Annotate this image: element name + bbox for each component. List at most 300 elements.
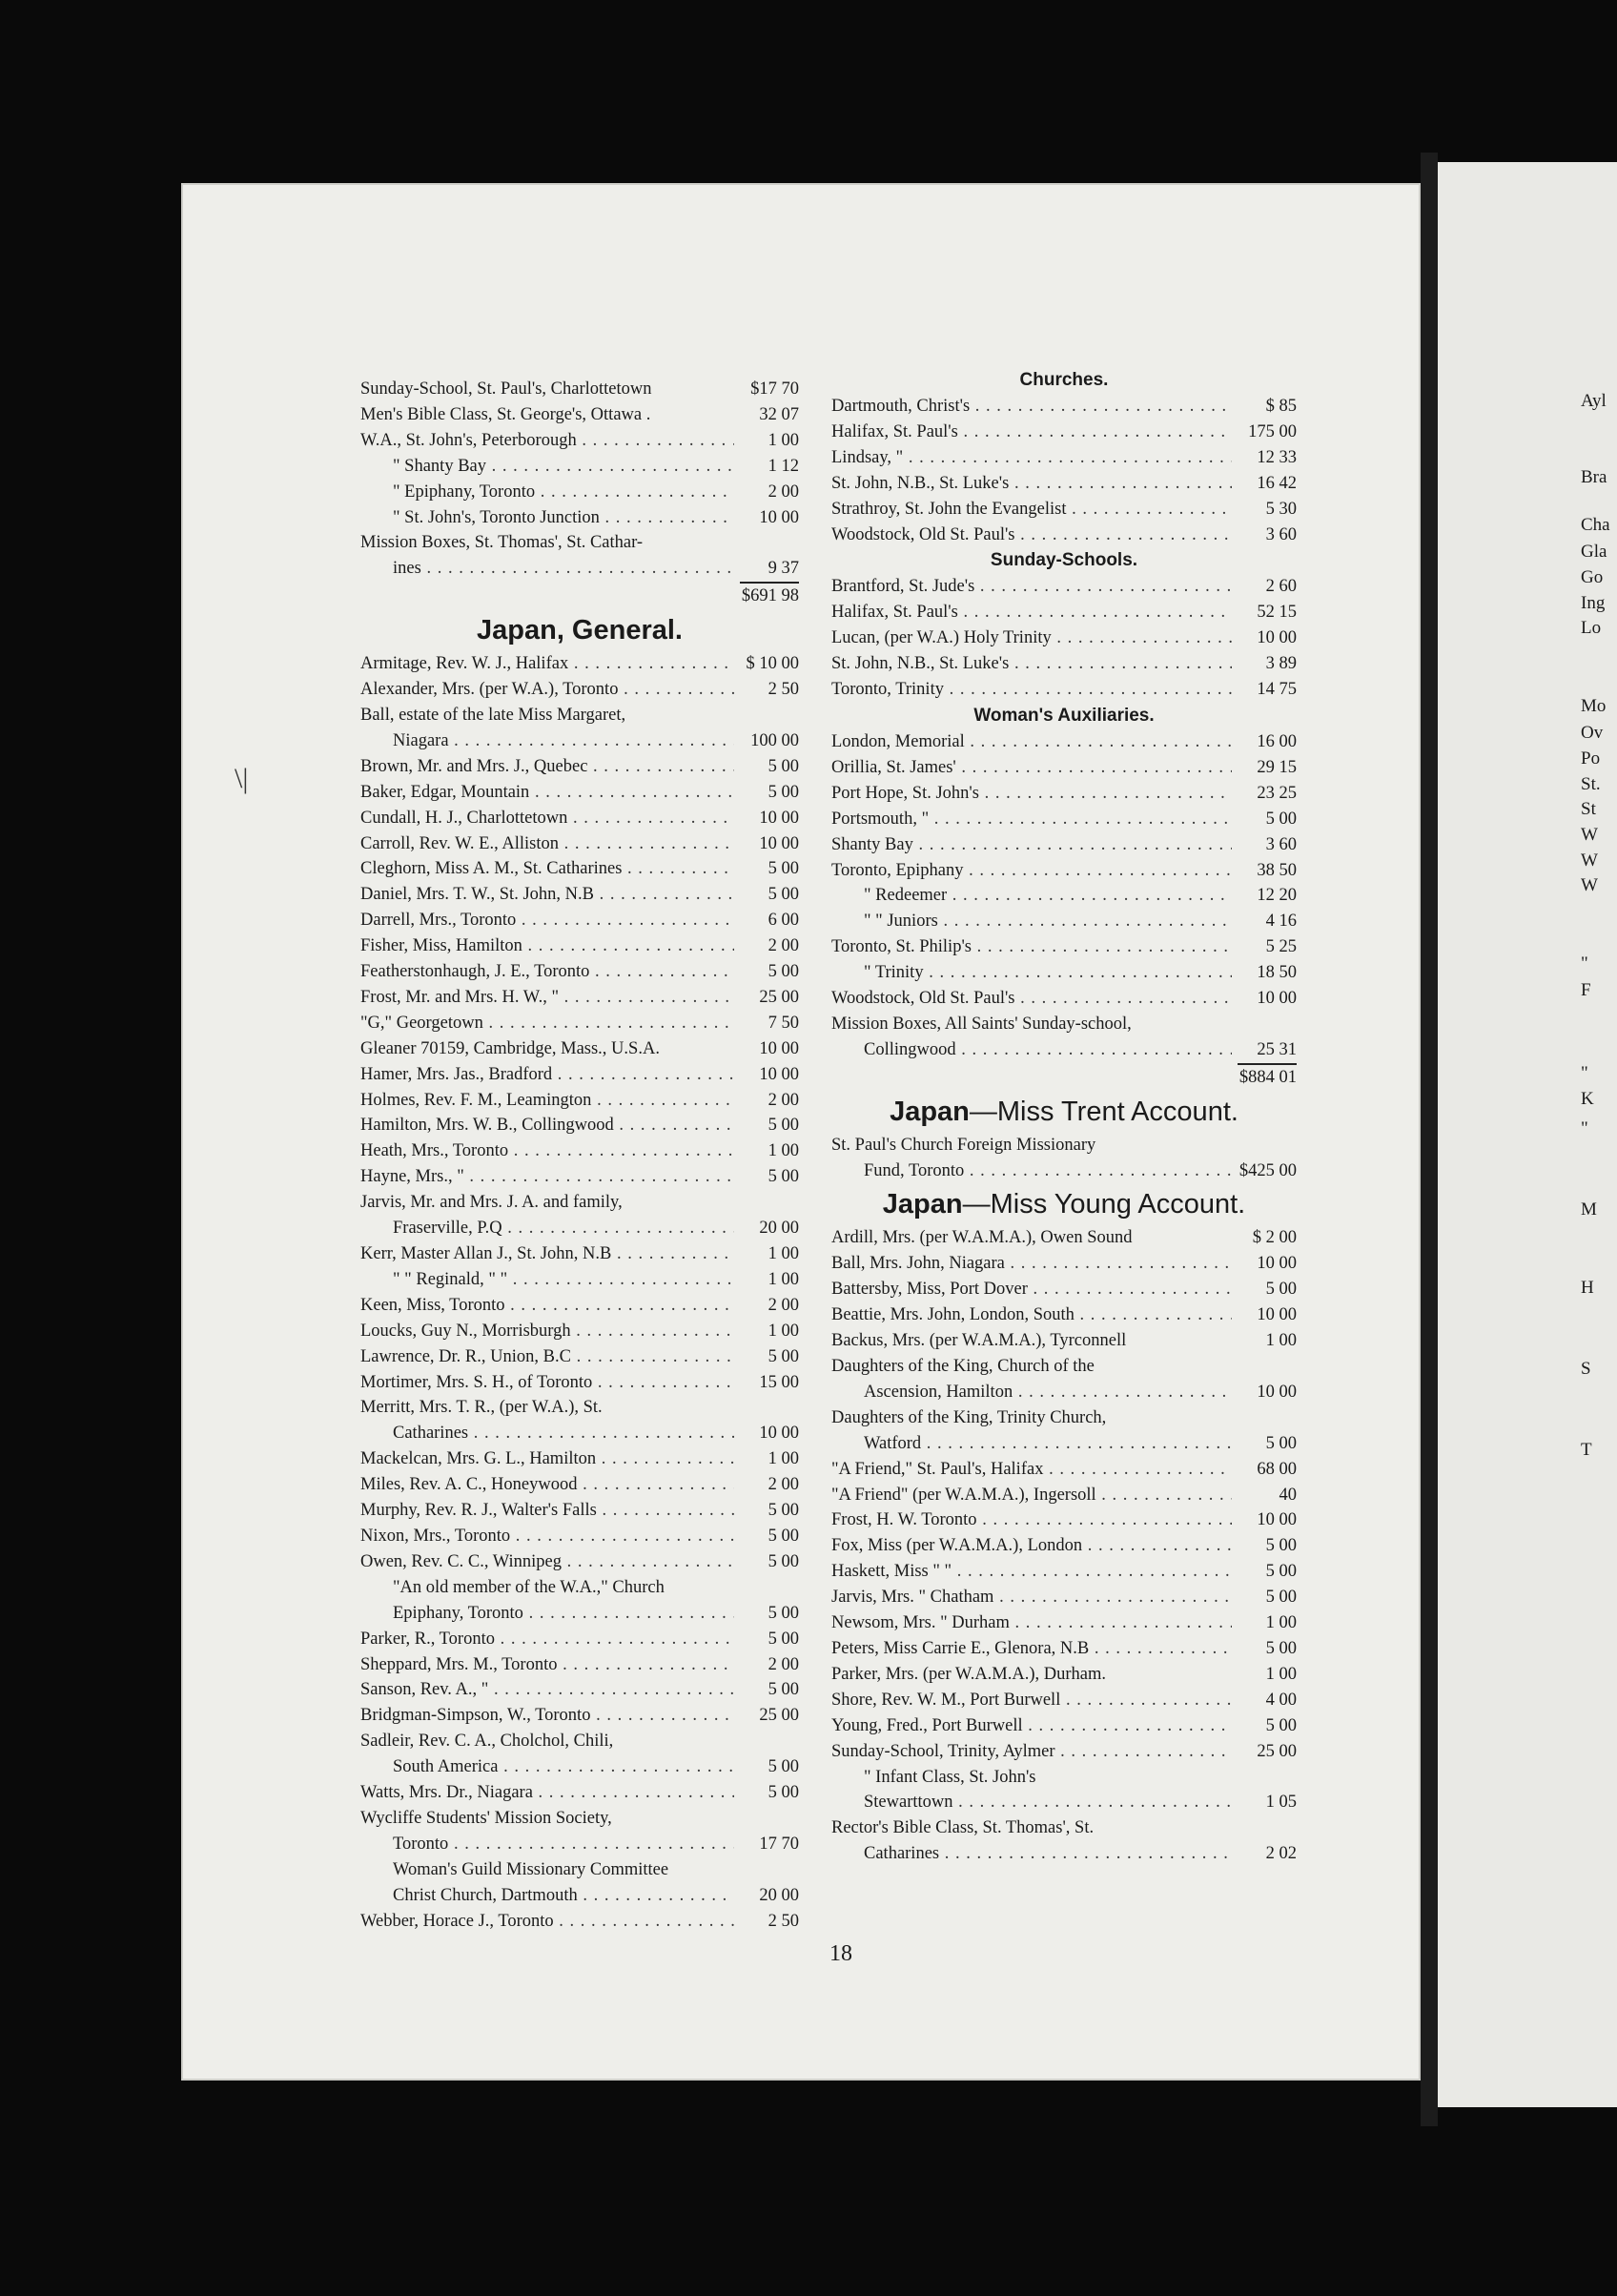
entry-line: Mission Boxes, St. Thomas', St. Cathar- [360,533,644,553]
account-heading-country: Japan [890,1096,970,1127]
entry-name: Ball, Mrs. John, Niagara . . . [831,1251,1232,1277]
ledger-entry [360,556,799,582]
entry-amount: 10 00 [759,833,799,853]
ledger-entry [360,1446,799,1472]
entry-name: Parker, Mrs. (per W.A.M.A.), Durham. [831,1664,1107,1684]
facing-page-fragment: Lo [1581,618,1602,638]
ledger-entry [831,909,1297,934]
entry-name: " Shanty Bay . . . [360,454,734,480]
ledger-entry [831,600,1297,625]
entry-amount: 5 00 [768,1680,799,1700]
entry-amount: 32 07 [759,404,799,424]
entry-line: Rector's Bible Class, St. Thomas', St. [831,1818,1095,1838]
entry-name: Watford . . . [831,1431,1232,1457]
entry-name: Darrell, Mrs., Toronto . . . [360,908,734,933]
ledger-entry [360,806,799,831]
ledger-entry [360,831,799,857]
total-amount: $691 98 [740,582,799,609]
facing-page-fragment: Bra [1581,467,1607,487]
facing-page-fragment: St [1581,799,1596,819]
entry-name: Mortimer, Mrs. S. H., of Toronto . . . [360,1370,734,1396]
ledger-entry [831,1158,1297,1184]
entry-amount: 5 00 [768,782,799,802]
entry-name: Heath, Mrs., Toronto . . . [360,1138,734,1164]
entry-name: Fisher, Miss, Hamilton . . . [360,933,734,959]
entry-amount: 1 00 [768,1269,799,1289]
entry-amount: 1 00 [1265,1664,1297,1684]
ledger-entry [360,1627,799,1652]
entry-name: Port Hope, St. John's . . . [831,781,1232,807]
book-gutter [1421,153,1438,2126]
facing-page-edge [1438,162,1617,2107]
entry-amount: 25 00 [1257,1741,1297,1761]
entry-amount: 52 15 [1257,603,1297,623]
entry-name: Beattie, Mrs. John, London, South . . . [831,1302,1232,1328]
entry-amount: 2 00 [768,1295,799,1315]
entry-amount: 14 75 [1257,680,1297,700]
entry-name: Bridgman-Simpson, W., Toronto . . . [360,1703,734,1729]
ledger-entry [831,677,1297,703]
facing-page-fragment: Go [1581,567,1604,587]
entry-amount: 4 16 [1265,912,1297,932]
ledger-entry [360,1601,799,1627]
ledger-entry [360,1421,799,1446]
entry-amount: 5 00 [1265,1280,1297,1300]
ledger-entry [831,394,1297,420]
entry-name: Miles, Rev. A. C., Honeywood . . . [360,1472,734,1498]
entry-name: Ascension, Hamilton . . . [831,1380,1232,1405]
ledger-entry [360,1344,799,1370]
entry-name: Nixon, Mrs., Toronto . . . [360,1524,734,1549]
entry-name: Newsom, Mrs. " Durham . . . [831,1610,1232,1636]
entry-line: Wycliffe Students' Mission Society, [360,1808,612,1828]
ledger-entry [831,497,1297,523]
entry-amount: 1 00 [1265,1613,1297,1633]
entry-amount: 17 70 [759,1834,799,1854]
facing-page-fragment: Ing [1581,593,1606,613]
ledger-entry [360,985,799,1011]
ledger-entry [360,856,799,882]
entry-amount: 2 00 [768,482,799,502]
entry-amount: $17 70 [750,379,799,399]
entry-amount: 16 42 [1257,473,1297,493]
entry-amount: 10 00 [759,1038,799,1058]
ledger-entry [831,1533,1297,1559]
entry-amount: 5 00 [768,962,799,982]
entry-name: Frost, H. W. Toronto . . . [831,1507,1232,1533]
entry-name: Parker, R., Toronto . . . [360,1627,734,1652]
ledger-entry [831,832,1297,858]
entry-name: South America . . . [360,1754,734,1780]
account-heading-country: Japan [882,1189,963,1220]
ledger-entry [360,728,799,754]
ledger-entry [360,1319,799,1344]
entry-amount: 2 60 [1265,577,1297,597]
entry-amount: $ 2 00 [1252,1228,1297,1248]
ledger-entry [360,780,799,806]
entry-amount: 40 [1279,1485,1297,1505]
entry-name: Stewarttown . . . [831,1790,1232,1815]
entry-amount: 1 00 [768,1141,799,1161]
entry-name: Carroll, Rev. W. E., Alliston . . . [360,831,734,857]
entry-name: Sanson, Rev. A., " . . . [360,1677,734,1703]
entry-amount: 5 00 [768,1116,799,1136]
facing-page-fragment: T [1581,1440,1592,1460]
ledger-entry [831,1483,1297,1508]
entry-name: Hayne, Mrs., " . . . [360,1164,734,1190]
ledger-entry [360,1754,799,1780]
ledger-entry [360,1164,799,1190]
facing-page-fragment: W [1581,875,1598,895]
entry-amount: 10 00 [1257,1382,1297,1402]
margin-mark: \| [235,763,249,794]
entry-amount: 175 00 [1248,421,1297,441]
entry-name: Shore, Rev. W. M., Port Burwell . . . [831,1688,1232,1713]
facing-page-fragment: Cha [1581,515,1610,535]
ledger-entry [360,1832,799,1857]
ledger-entry [360,1549,799,1575]
entry-name: Hamer, Mrs. Jas., Bradford . . . [360,1062,734,1088]
subsection-heading: Woman's Auxiliaries. [973,705,1155,726]
entry-name: Baker, Edgar, Mountain . . . [360,780,734,806]
entry-name: Brown, Mr. and Mrs. J., Quebec . . . [360,754,734,780]
entry-amount: 2 00 [768,1475,799,1495]
account-heading [831,1091,1297,1133]
entry-name: Niagara . . . [360,728,734,754]
entry-amount: 5 00 [1265,809,1297,829]
entry-name: " Trinity . . . [831,960,1232,986]
entry-name: Strathroy, St. John the Evangelist . . . [831,497,1232,523]
ledger-entry [360,1524,799,1549]
entry-amount: 5 00 [768,1603,799,1623]
ledger-entry [831,445,1297,471]
ledger-entry [831,934,1297,960]
ledger-entry [360,1677,799,1703]
ledger-entry [360,1909,799,1935]
entry-name: Catharines . . . [360,1421,734,1446]
entry-name: Toronto . . . [360,1832,734,1857]
entry-amount: 5 00 [1265,1638,1297,1658]
entry-name: Dartmouth, Christ's . . . [831,394,1232,420]
entry-name: Collingwood . . . [831,1037,1232,1063]
ledger-entry [360,454,799,480]
entry-name: Lawrence, Dr. R., Union, B.C . . . [360,1344,734,1370]
ledger-entry [831,1431,1297,1457]
entry-line: St. Paul's Church Foreign Missionary [831,1135,1096,1155]
entry-line: Woman's Guild Missionary Committee [393,1859,669,1879]
entry-name: Loucks, Guy N., Morrisburgh . . . [360,1319,734,1344]
ledger-entry [831,1457,1297,1483]
ledger-entry [360,1293,799,1319]
ledger-entry [831,986,1297,1012]
ledger-entry [360,1498,799,1524]
entry-amount: 5 00 [768,1551,799,1571]
entry-name: Kerr, Master Allan J., St. John, N.B . . . [360,1241,734,1267]
entry-amount: 5 00 [768,859,799,879]
entry-name: "G," Georgetown . . . [360,1011,734,1036]
entry-name: Lindsay, " . . . [831,445,1232,471]
entry-amount: 5 00 [768,1783,799,1803]
entry-name: Murphy, Rev. R. J., Walter's Falls . . . [360,1498,734,1524]
ledger-entry [360,1241,799,1267]
facing-page-fragment: K [1581,1089,1594,1109]
entry-amount: 1 12 [768,456,799,476]
entry-amount: 1 00 [1265,1331,1297,1351]
entry-name: Haskett, Miss " " . . . [831,1559,1232,1585]
ledger-entry [831,523,1297,548]
entry-amount: 5 00 [1265,1536,1297,1556]
entry-name: Featherstonhaugh, J. E., Toronto . . . [360,959,734,985]
entry-name: Halifax, St. Paul's . . . [831,600,1232,625]
entry-amount: 2 50 [768,1911,799,1931]
ledger-entry [360,402,799,428]
ledger-entry [831,858,1297,884]
right-column [831,367,1297,1867]
facing-page-fragment: W [1581,825,1598,845]
ledger-entry [831,755,1297,781]
entry-name: Toronto, Epiphany . . . [831,858,1232,884]
entry-name: Ardill, Mrs. (per W.A.M.A.), Owen Sound [831,1228,1133,1248]
entry-amount: 25 31 [1257,1039,1297,1059]
entry-line: "An old member of the W.A.," Church [393,1577,665,1597]
entry-name: Woodstock, Old St. Paul's . . . [831,986,1232,1012]
entry-name: St. John, N.B., St. Luke's . . . [831,471,1232,497]
entry-amount: 2 02 [1265,1844,1297,1864]
entry-name: Portsmouth, " . . . [831,807,1232,832]
ledger-entry [360,651,799,677]
entry-name: Holmes, Rev. F. M., Leamington . . . [360,1088,734,1114]
entry-name: Christ Church, Dartmouth . . . [360,1883,734,1909]
ledger-entry [831,1636,1297,1662]
entry-amount: 20 00 [759,1219,799,1239]
entry-amount: 23 25 [1257,783,1297,803]
facing-page-fragment: M [1581,1199,1597,1220]
entry-name: ines . . . [360,556,734,582]
facing-page-fragment: " [1581,1063,1588,1083]
ledger-entry [831,807,1297,832]
left-column [360,377,799,1934]
entry-name: Catharines . . . [831,1841,1232,1867]
entry-amount: 5 00 [768,1757,799,1777]
entry-amount: 5 00 [1265,1562,1297,1582]
ledger-entry [831,1328,1297,1354]
ledger-entry [831,574,1297,600]
entry-name: Sunday-School, Trinity, Aylmer . . . [831,1739,1232,1765]
entry-amount: 18 50 [1257,963,1297,983]
entry-amount: 3 89 [1265,654,1297,674]
entry-amount: 20 00 [759,1885,799,1905]
entry-amount: 5 00 [768,1501,799,1521]
entry-amount: 2 00 [768,1090,799,1110]
entry-amount: 10 00 [1257,628,1297,648]
ledger-entry [831,1302,1297,1328]
entry-amount: 100 00 [750,730,799,750]
ledger-entry [831,471,1297,497]
entry-name: Fox, Miss (per W.A.M.A.), London . . . [831,1533,1232,1559]
ledger-entry [360,1883,799,1909]
ledger-entry [360,1472,799,1498]
subsection-heading: Churches. [1019,370,1109,390]
ledger-entry [831,625,1297,651]
entry-name: " " Reginald, " " . . . [360,1267,734,1293]
entry-name: Backus, Mrs. (per W.A.M.A.), Tyrconnell [831,1331,1127,1351]
entry-name: " " Juniors . . . [831,909,1232,934]
entry-name: "A Friend," St. Paul's, Halifax . . . [831,1457,1232,1483]
entry-name: Fraserville, P.Q . . . [360,1216,734,1241]
entry-name: Fund, Toronto . . . [831,1158,1232,1184]
section-total [360,582,799,609]
entry-name: Keen, Miss, Toronto . . . [360,1293,734,1319]
entry-amount: 10 00 [1257,1510,1297,1530]
section-heading: Japan, General. [477,615,683,646]
entry-name: "A Friend" (per W.A.M.A.), Ingersoll . . . [831,1483,1232,1508]
entry-name: Jarvis, Mrs. " Chatham . . . [831,1585,1232,1610]
entry-amount: 6 00 [768,911,799,931]
ledger-entry [360,1780,799,1806]
ledger-entry [360,1138,799,1164]
ledger-entry [831,1739,1297,1765]
entry-name: Gleaner 70159, Cambridge, Mass., U.S.A. [360,1038,660,1058]
facing-page-fragment: Po [1581,748,1601,769]
entry-amount: 1 00 [768,1449,799,1469]
entry-amount: 5 00 [1265,1588,1297,1608]
entry-amount: 2 00 [768,936,799,956]
ledger-entry [360,908,799,933]
entry-name: Owen, Rev. C. C., Winnipeg . . . [360,1549,734,1575]
entry-amount: 1 00 [768,430,799,450]
entry-amount: 5 00 [768,756,799,776]
ledger-entry [360,1703,799,1729]
entry-name: Webber, Horace J., Toronto . . . [360,1909,734,1935]
entry-amount: 1 00 [768,1321,799,1341]
entry-amount: 5 00 [768,1526,799,1546]
entry-amount: 5 00 [768,885,799,905]
entry-name: Halifax, St. Paul's . . . [831,420,1232,445]
entry-name: Woodstock, Old St. Paul's . . . [831,523,1232,548]
entry-line: Ball, estate of the late Miss Margaret, [360,705,626,725]
entry-amount: 1 00 [768,1244,799,1263]
entry-amount: 7 50 [768,1013,799,1033]
entry-name: London, Memorial . . . [831,729,1232,755]
entry-amount: 10 00 [1257,989,1297,1009]
entry-name: " Redeemer . . . [831,883,1232,909]
entry-amount: 5 00 [1265,1715,1297,1735]
entry-amount: 1 05 [1265,1793,1297,1813]
total-amount: $884 01 [1238,1063,1297,1091]
ledger-entry [360,1216,799,1241]
ledger-entry [831,883,1297,909]
ledger-entry [831,781,1297,807]
ledger-entry [831,1277,1297,1302]
facing-page-fragment: Ayl [1581,391,1607,411]
entry-name: Epiphany, Toronto . . . [360,1601,734,1627]
entry-name: Battersby, Miss, Port Dover . . . [831,1277,1232,1302]
entry-amount: 4 00 [1265,1690,1297,1710]
ledger-entry [360,1652,799,1678]
facing-page-fragment: " [1581,1118,1588,1138]
entry-line: Merritt, Mrs. T. R., (per W.A.), St. [360,1398,603,1418]
entry-name: Sheppard, Mrs. M., Toronto . . . [360,1652,734,1678]
entry-name: Young, Fred., Port Burwell . . . [831,1713,1232,1739]
ledger-entry [360,677,799,703]
ledger-entry [831,1585,1297,1610]
facing-page-fragment: H [1581,1278,1594,1298]
entry-amount: 5 00 [768,1167,799,1187]
account-heading-name: —Miss Young Account. [962,1189,1246,1220]
entry-amount: 2 00 [768,1654,799,1674]
entry-name: Peters, Miss Carrie E., Glenora, N.B . . . [831,1636,1232,1662]
ledger-entry [831,1037,1297,1063]
entry-amount: 12 20 [1257,886,1297,906]
entry-line: Daughters of the King, Trinity Church, [831,1407,1107,1427]
ledger-entry [360,1088,799,1114]
ledger-entry [831,420,1297,445]
ledger-entry [831,1790,1297,1815]
entry-amount: 5 00 [768,1346,799,1366]
entry-name: Shanty Bay . . . [831,832,1232,858]
entry-line: Jarvis, Mr. and Mrs. J. A. and family, [360,1193,623,1213]
account-heading-name: —Miss Trent Account. [969,1096,1238,1127]
entry-line: " Infant Class, St. John's [864,1767,1036,1787]
facing-page-fragment: W [1581,851,1598,871]
section-total [831,1063,1297,1091]
entry-amount: 10 00 [1257,1305,1297,1325]
entry-name: Men's Bible Class, St. George's, Ottawa . [360,404,651,424]
ledger-entry [360,428,799,454]
ledger-entry [831,1841,1297,1867]
entry-amount: 3 60 [1265,524,1297,544]
entry-name: Toronto, St. Philip's . . . [831,934,1232,960]
ledger-entry [360,882,799,908]
entry-name: Daniel, Mrs. T. W., St. John, N.B . . . [360,882,734,908]
ledger-entry [360,959,799,985]
facing-page-fragment: S [1581,1359,1591,1379]
facing-page-fragment: St. [1581,774,1601,794]
entry-amount: $ 85 [1265,397,1297,416]
entry-name: Toronto, Trinity . . . [831,677,1232,703]
entry-amount: $ 10 00 [746,654,799,674]
entry-line: Sadleir, Rev. C. A., Cholchol, Chili, [360,1732,614,1752]
entry-name: Frost, Mr. and Mrs. H. W., " . . . [360,985,734,1011]
entry-amount: 29 15 [1257,757,1297,777]
entry-name: W.A., St. John's, Peterborough . . . [360,428,734,454]
ledger-entry [360,933,799,959]
entry-amount: 3 60 [1265,834,1297,854]
entry-amount: 38 50 [1257,860,1297,880]
entry-name: " St. John's, Toronto Junction . . . [360,505,734,531]
entry-amount: 12 33 [1257,447,1297,467]
facing-page-fragment: F [1581,980,1591,1000]
facing-page-fragment: Ov [1581,723,1604,743]
entry-amount: 25 00 [759,1706,799,1726]
entry-amount: 5 00 [1265,1433,1297,1453]
entry-amount: 9 37 [768,559,799,579]
ledger-entry [831,960,1297,986]
ledger-entry [360,1267,799,1293]
ledger-entry [360,1113,799,1138]
entry-amount: 25 00 [759,987,799,1007]
ledger-entry [831,1559,1297,1585]
entry-line: Daughters of the King, Church of the [831,1357,1095,1376]
ledger-entry [831,1225,1297,1251]
entry-name: Brantford, St. Jude's . . . [831,574,1232,600]
entry-amount: 5 30 [1265,499,1297,519]
subsection-heading: Sunday-Schools. [990,550,1138,571]
ledger-entry [831,651,1297,677]
account-heading [831,1183,1297,1225]
entry-amount: 2 50 [768,680,799,700]
entry-name: Armitage, Rev. W. J., Halifax . . . [360,651,734,677]
